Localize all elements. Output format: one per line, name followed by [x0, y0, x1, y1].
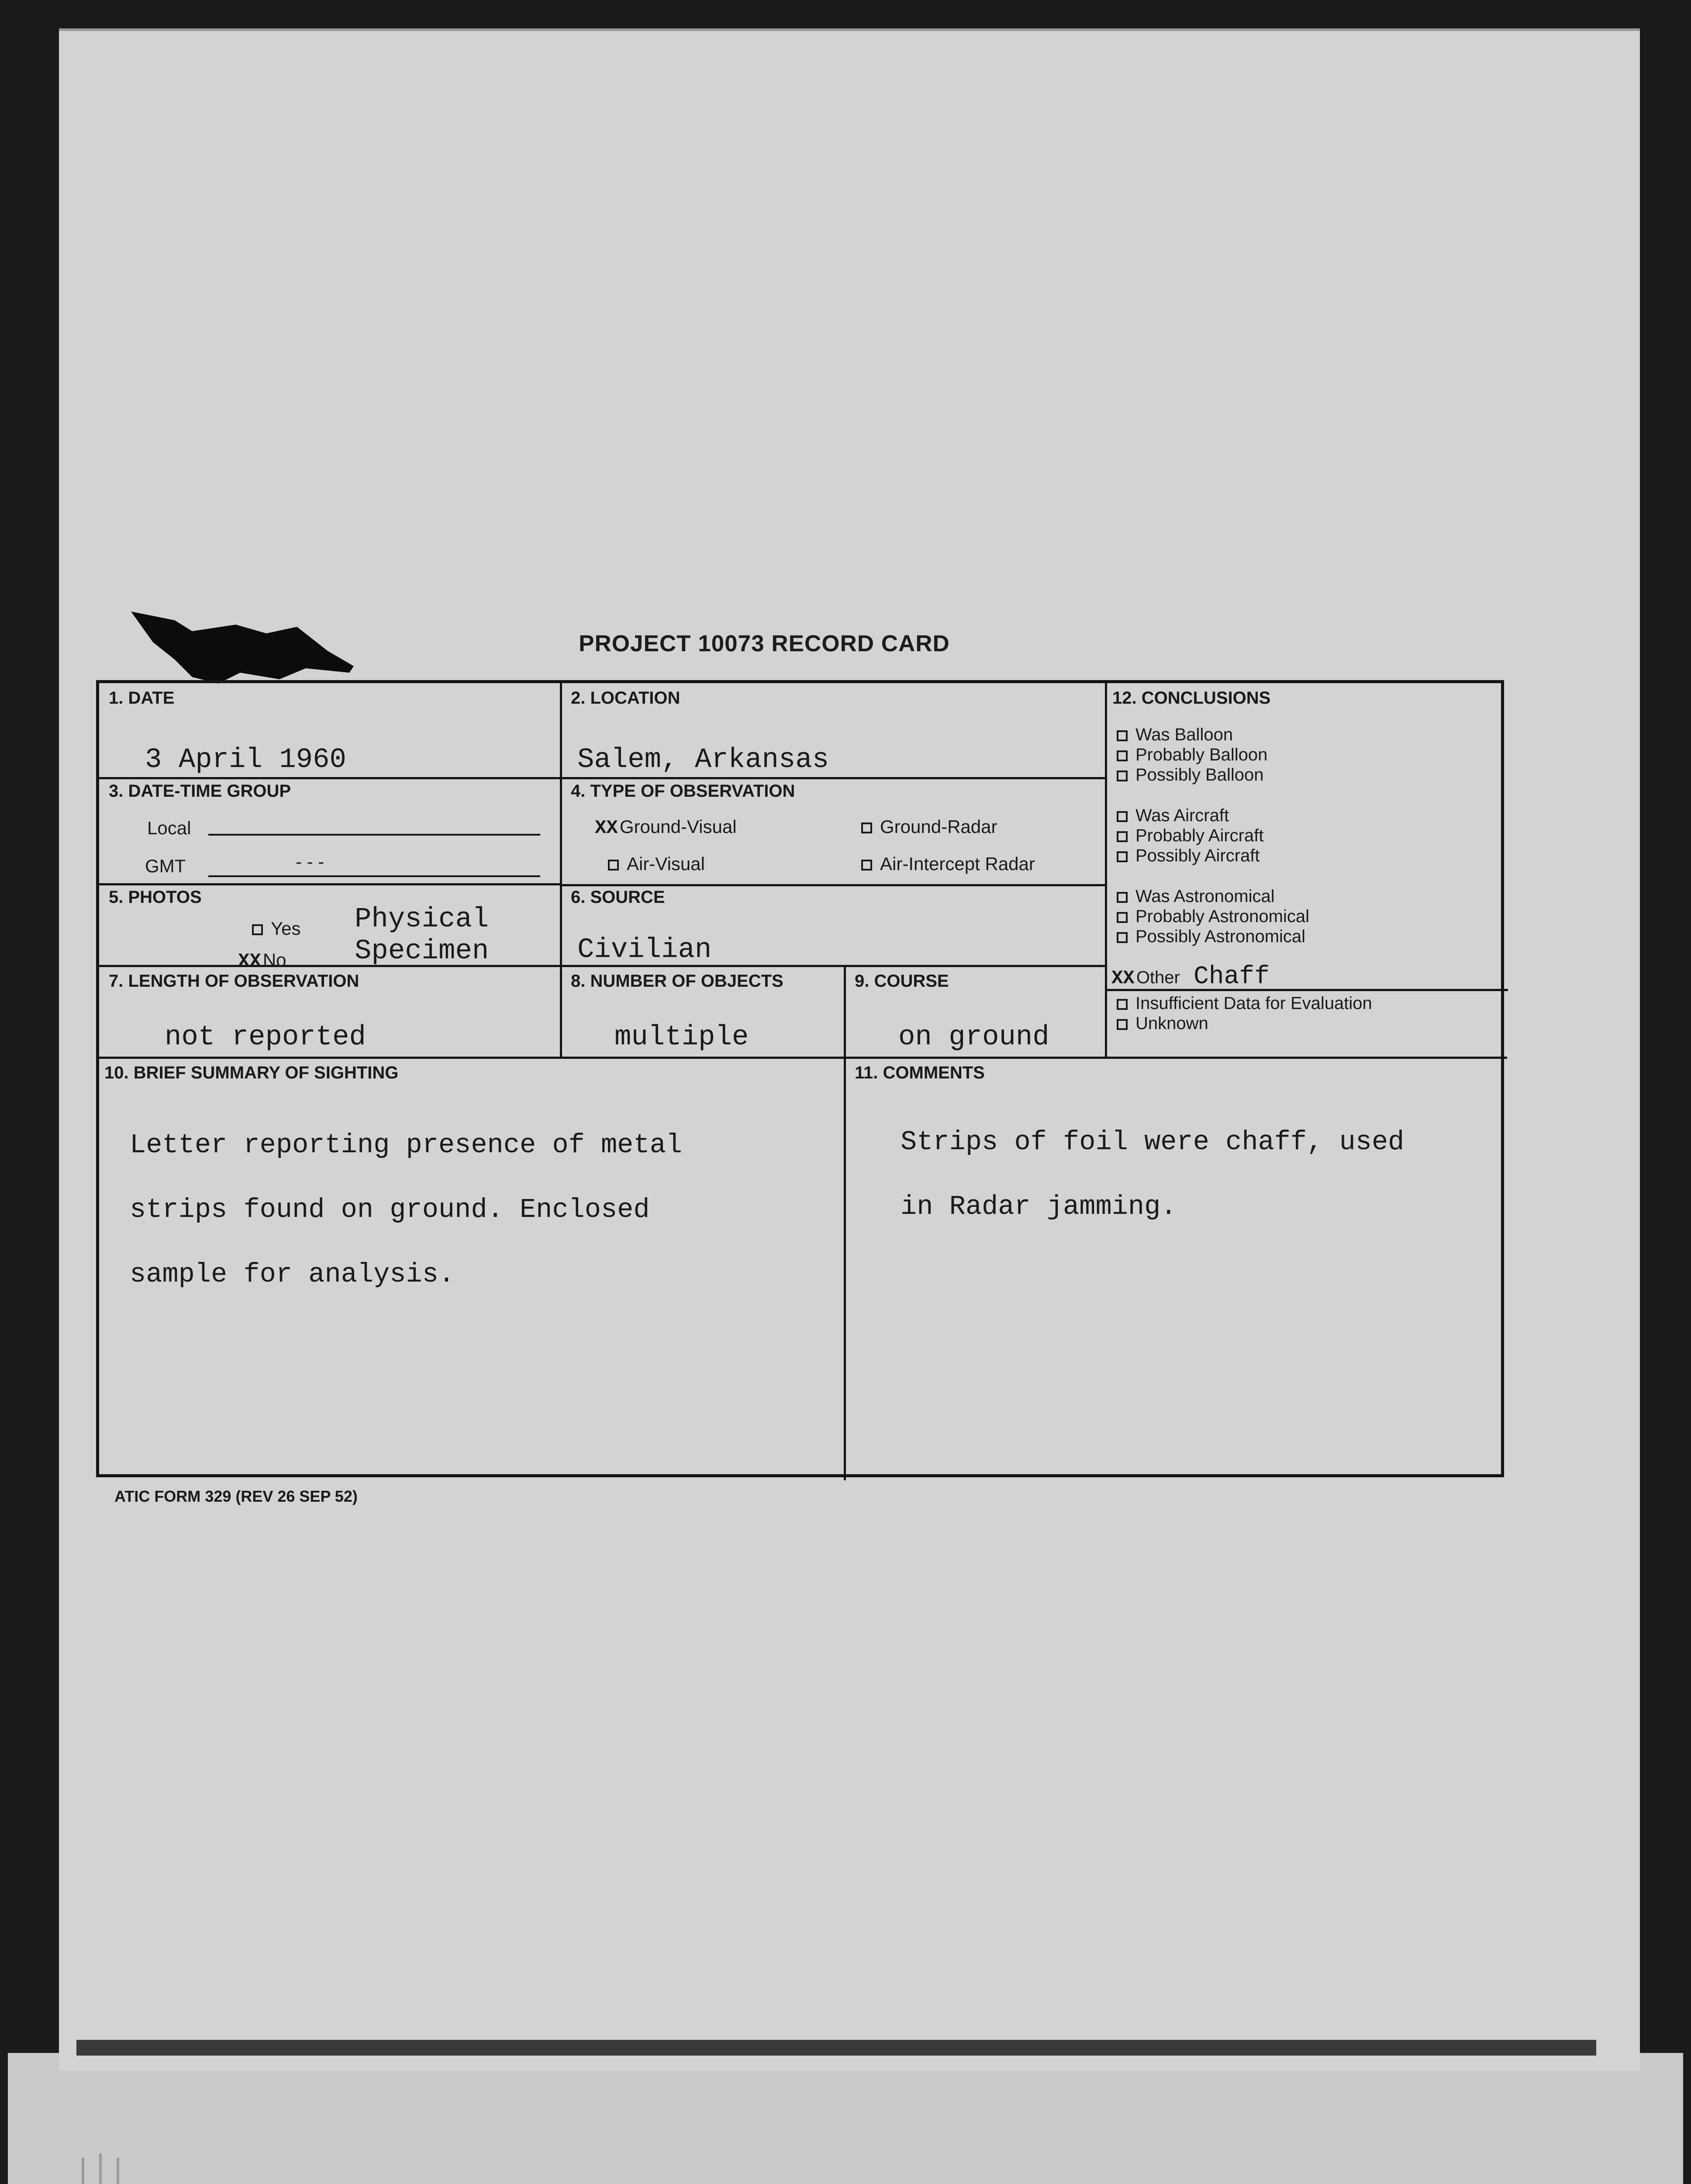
option-air-intercept-radar	[861, 854, 1035, 874]
checkbox-icon	[1117, 999, 1128, 1010]
photos-yes	[252, 918, 301, 939]
comments-label: 11. COMMENTS	[855, 1063, 985, 1082]
conclusion-possibly-balloon	[1117, 765, 1267, 785]
comments-text	[901, 1094, 1404, 1255]
air-visual-label: Air-Visual	[627, 854, 705, 874]
summary-line: sample for analysis.	[130, 1259, 455, 1290]
checkbox-icon	[1117, 730, 1128, 741]
checkbox-icon	[1117, 892, 1128, 903]
record-card-form	[96, 680, 1504, 1477]
photos-no-mark: XX	[238, 950, 261, 972]
conclusion-label: Probably Balloon	[1135, 745, 1268, 764]
ground-visual-label: Ground-Visual	[619, 816, 737, 837]
conclusion-label: Probably Aircraft	[1135, 826, 1264, 845]
photos-label: 5. PHOTOS	[109, 888, 202, 907]
conclusion-label: Was Aircraft	[1135, 806, 1229, 825]
lower-sheet	[8, 2053, 1683, 2184]
conclusions-astronomical-group	[1117, 886, 1309, 947]
conclusion-label: Was Astronomical	[1135, 887, 1275, 906]
conclusion-other	[1111, 963, 1270, 991]
ground-visual-mark: XX	[595, 817, 618, 839]
type-of-observation-label: 4. TYPE OF OBSERVATION	[571, 781, 795, 801]
option-ground-radar	[861, 816, 997, 837]
checkbox-icon	[1117, 912, 1128, 923]
conclusion-unknown	[1117, 1013, 1372, 1033]
conclusion-label: Possibly Balloon	[1135, 765, 1264, 784]
conclusions-label: 12. CONCLUSIONS	[1112, 688, 1271, 708]
conclusions-balloon-group	[1117, 725, 1267, 785]
conclusions-other-group	[1117, 993, 1372, 1033]
source-value: Civilian	[577, 934, 712, 966]
conclusion-label: Possibly Aircraft	[1135, 846, 1260, 865]
conclusion-label: Possibly Astronomical	[1135, 927, 1306, 946]
date-label: 1. DATE	[109, 688, 175, 708]
conclusion-was-astronomical	[1117, 886, 1309, 906]
date-time-group-label: 3. DATE-TIME GROUP	[109, 781, 291, 801]
checkbox-icon	[1117, 1019, 1128, 1030]
photos-yes-label: Yes	[271, 918, 301, 939]
option-ground-visual	[595, 816, 737, 839]
summary-line: strips found on ground. Enclosed	[130, 1194, 650, 1225]
summary-label: 10. BRIEF SUMMARY OF SIGHTING	[104, 1063, 399, 1082]
course-value: on ground	[898, 1022, 1049, 1053]
sheet-shadow	[76, 2040, 1596, 2056]
ground-radar-label: Ground-Radar	[880, 816, 997, 837]
summary-line: Letter reporting presence of metal	[130, 1130, 683, 1161]
other-label: Other	[1136, 968, 1180, 987]
photos-value-line2: Specimen	[355, 936, 489, 967]
checkbox-icon	[1117, 932, 1128, 943]
other-mark: XX	[1111, 968, 1135, 990]
ground-radar-checkbox	[861, 822, 872, 833]
photos-no	[238, 950, 286, 972]
local-label: Local	[147, 818, 191, 838]
gmt-label: GMT	[145, 856, 186, 876]
conclusion-possibly-astronomical	[1117, 926, 1309, 947]
length-of-observation-label: 7. LENGTH OF OBSERVATION	[109, 971, 359, 991]
handwritten-marks	[66, 2149, 240, 2184]
photos-no-label: No	[262, 950, 286, 970]
conclusion-label: Unknown	[1135, 1014, 1208, 1033]
location-label: 2. LOCATION	[571, 688, 680, 708]
course-label: 9. COURSE	[855, 971, 949, 991]
length-of-observation-value: not reported	[165, 1022, 366, 1053]
date-value: 3 April 1960	[145, 744, 346, 776]
summary-text	[130, 1097, 682, 1323]
air-visual-checkbox	[608, 860, 619, 871]
conclusion-probably-balloon	[1117, 745, 1267, 765]
form-footer: ATIC FORM 329 (REV 26 SEP 52)	[114, 1487, 358, 1505]
conclusion-probably-astronomical	[1117, 906, 1309, 926]
source-label: 6. SOURCE	[571, 888, 665, 907]
conclusion-possibly-aircraft	[1117, 846, 1263, 866]
location-value: Salem, Arkansas	[577, 744, 829, 776]
gmt-value: - - -	[296, 851, 324, 872]
conclusion-insufficient-data	[1117, 993, 1372, 1013]
conclusions-aircraft-group	[1117, 805, 1263, 866]
air-intercept-radar-label: Air-Intercept Radar	[880, 854, 1035, 874]
number-of-objects-value: multiple	[614, 1022, 749, 1053]
comments-line: Strips of foil were chaff, used	[901, 1127, 1405, 1158]
photos-value-line1: Physical	[355, 904, 489, 935]
checkbox-icon	[1117, 851, 1128, 862]
conclusion-probably-aircraft	[1117, 826, 1263, 846]
photos-yes-checkbox	[252, 924, 263, 935]
conclusion-was-aircraft	[1117, 805, 1263, 826]
conclusion-label: Was Balloon	[1135, 725, 1233, 744]
conclusion-label: Probably Astronomical	[1135, 907, 1309, 926]
air-intercept-radar-checkbox	[861, 860, 872, 871]
number-of-objects-label: 8. NUMBER OF OBJECTS	[571, 971, 783, 991]
conclusion-label: Insufficient Data for Evaluation	[1135, 994, 1372, 1013]
checkbox-icon	[1117, 811, 1128, 822]
comments-line: in Radar jamming.	[901, 1191, 1177, 1222]
checkbox-icon	[1117, 750, 1128, 761]
conclusion-was-balloon	[1117, 725, 1267, 745]
card-title: PROJECT 10073 RECORD CARD	[579, 631, 950, 657]
checkbox-icon	[1117, 831, 1128, 842]
checkbox-icon	[1117, 771, 1128, 781]
other-value: Chaff	[1193, 963, 1270, 991]
option-air-visual	[608, 854, 705, 874]
